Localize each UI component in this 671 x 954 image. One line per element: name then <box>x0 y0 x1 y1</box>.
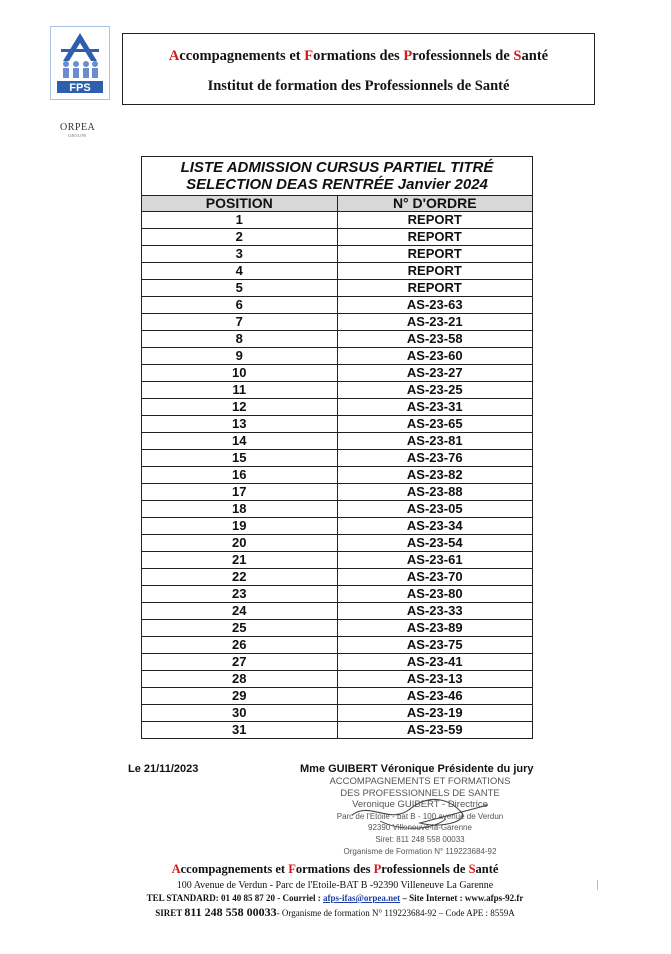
order-number-cell: AS-23-82 <box>337 467 533 484</box>
handwritten-signature <box>350 795 490 835</box>
table-row <box>142 212 533 229</box>
table-row <box>142 382 533 399</box>
position-cell: 21 <box>142 552 338 569</box>
admission-table <box>141 156 533 739</box>
order-number-cell: AS-23-34 <box>337 518 533 535</box>
jury-president: Mme GUIBERT Véronique Présidente du jury <box>300 763 534 775</box>
position-cell: 9 <box>142 348 338 365</box>
position-cell: 29 <box>142 688 338 705</box>
order-number-cell: AS-23-19 <box>337 705 533 722</box>
header-box <box>122 33 595 105</box>
table-row <box>142 722 533 739</box>
order-number-cell: AS-23-41 <box>337 654 533 671</box>
position-cell: 18 <box>142 501 338 518</box>
afps-logo-graphic <box>51 27 109 99</box>
position-cell: 13 <box>142 416 338 433</box>
order-number-cell: AS-23-33 <box>337 603 533 620</box>
position-cell: 17 <box>142 484 338 501</box>
column-header-order-number: N° D'ORDRE <box>337 196 533 212</box>
table-title: LISTE ADMISSION CURSUS PARTIEL TITRÉ SELECTION DEAS RENTRÉE Janvier 2024 <box>142 157 533 196</box>
table-row <box>142 331 533 348</box>
order-number-cell: AS-23-75 <box>337 637 533 654</box>
position-cell: 16 <box>142 467 338 484</box>
order-number-cell: REPORT <box>337 229 533 246</box>
table-row <box>142 416 533 433</box>
order-number-cell: AS-23-70 <box>337 569 533 586</box>
position-cell: 15 <box>142 450 338 467</box>
position-cell: 26 <box>142 637 338 654</box>
svg-text:FPS: FPS <box>69 82 91 94</box>
table-row <box>142 705 533 722</box>
table-row <box>142 280 533 297</box>
table-row <box>142 501 533 518</box>
document-date: Le 21/11/2023 <box>128 763 199 775</box>
order-number-cell: AS-23-59 <box>337 722 533 739</box>
position-cell: 11 <box>142 382 338 399</box>
table-row <box>142 637 533 654</box>
table-row <box>142 229 533 246</box>
table-row <box>142 433 533 450</box>
table-row <box>142 518 533 535</box>
position-cell: 25 <box>142 620 338 637</box>
order-number-cell: REPORT <box>337 280 533 297</box>
order-number-cell: REPORT <box>337 212 533 229</box>
order-number-cell: AS-23-60 <box>337 348 533 365</box>
order-number-cell: AS-23-76 <box>337 450 533 467</box>
header-institute-name: Institut de formation des Professionnels de Santé <box>207 78 510 94</box>
order-number-cell: AS-23-88 <box>337 484 533 501</box>
position-cell: 1 <box>142 212 338 229</box>
order-number-cell: AS-23-58 <box>337 331 533 348</box>
orpea-logo: ORPEA GROUPE <box>60 122 96 138</box>
order-number-cell: AS-23-46 <box>337 688 533 705</box>
table-row <box>142 671 533 688</box>
table-row <box>142 450 533 467</box>
footer-org-name: Accompagnements et Formations des Professionnels de Santé <box>171 862 499 876</box>
position-cell: 5 <box>142 280 338 297</box>
footer-siret: SIRET 811 248 558 00033- Organisme de formation N° 119223684-92 – Code APE : 8559A <box>155 905 515 919</box>
table-row <box>142 586 533 603</box>
organization-stamp: ACCOMPAGNEMENTS ET FORMATIONS DES PROFESSIONNELS DE SANTE Veronique GUIBERT - Directrice Parc de l'Etoile - bat B - 100 avenue de Verdun 92390 Villeneuve-la-Garenne Siret: 811 248 558 00033 Organisme de Formation N° 119223684-92 <box>329 776 511 856</box>
order-number-cell: REPORT <box>337 263 533 280</box>
table-row <box>142 399 533 416</box>
margin-mark <box>597 880 598 890</box>
position-cell: 14 <box>142 433 338 450</box>
position-cell: 3 <box>142 246 338 263</box>
position-cell: 28 <box>142 671 338 688</box>
table-row <box>142 297 533 314</box>
table-row <box>142 688 533 705</box>
order-number-cell: AS-23-25 <box>337 382 533 399</box>
table-row <box>142 314 533 331</box>
table-row <box>142 263 533 280</box>
position-cell: 8 <box>142 331 338 348</box>
position-cell: 22 <box>142 569 338 586</box>
order-number-cell: AS-23-13 <box>337 671 533 688</box>
order-number-cell: AS-23-89 <box>337 620 533 637</box>
position-cell: 24 <box>142 603 338 620</box>
position-cell: 30 <box>142 705 338 722</box>
order-number-cell: AS-23-05 <box>337 501 533 518</box>
position-cell: 27 <box>142 654 338 671</box>
table-row <box>142 569 533 586</box>
table-row <box>142 603 533 620</box>
table-row <box>142 552 533 569</box>
position-cell: 10 <box>142 365 338 382</box>
position-cell: 20 <box>142 535 338 552</box>
order-number-cell: AS-23-31 <box>337 399 533 416</box>
order-number-cell: AS-23-65 <box>337 416 533 433</box>
table-row <box>142 484 533 501</box>
table-row <box>142 365 533 382</box>
order-number-cell: AS-23-81 <box>337 433 533 450</box>
position-cell: 23 <box>142 586 338 603</box>
column-header-position: POSITION <box>142 196 338 212</box>
footer-email-link[interactable]: afps-ifas@orpea.net <box>322 893 401 903</box>
order-number-cell: AS-23-21 <box>337 314 533 331</box>
table-row <box>142 246 533 263</box>
footer-address: 100 Avenue de Verdun - Parc de l'Etoile-BAT B -92390 Villeneuve La Garenne <box>176 880 494 891</box>
order-number-cell: AS-23-54 <box>337 535 533 552</box>
footer-contact: TEL STANDARD: 01 40 85 87 20 - Courriel : afps-ifas@orpea.net – Site Internet : www.afps-92.fr <box>146 893 524 903</box>
order-number-cell: AS-23-61 <box>337 552 533 569</box>
order-number-cell: AS-23-80 <box>337 586 533 603</box>
position-cell: 6 <box>142 297 338 314</box>
position-cell: 4 <box>142 263 338 280</box>
position-cell: 2 <box>142 229 338 246</box>
table-row <box>142 535 533 552</box>
order-number-cell: AS-23-27 <box>337 365 533 382</box>
table-row <box>142 348 533 365</box>
table-row <box>142 654 533 671</box>
position-cell: 7 <box>142 314 338 331</box>
position-cell: 19 <box>142 518 338 535</box>
afps-logo <box>50 26 110 100</box>
position-cell: 12 <box>142 399 338 416</box>
footer <box>90 862 580 920</box>
table-row <box>142 620 533 637</box>
order-number-cell: AS-23-63 <box>337 297 533 314</box>
table-row <box>142 467 533 484</box>
order-number-cell: REPORT <box>337 246 533 263</box>
position-cell: 31 <box>142 722 338 739</box>
header-org-name: Accompagnements et Formations des Professionnels de Santé <box>168 48 549 64</box>
